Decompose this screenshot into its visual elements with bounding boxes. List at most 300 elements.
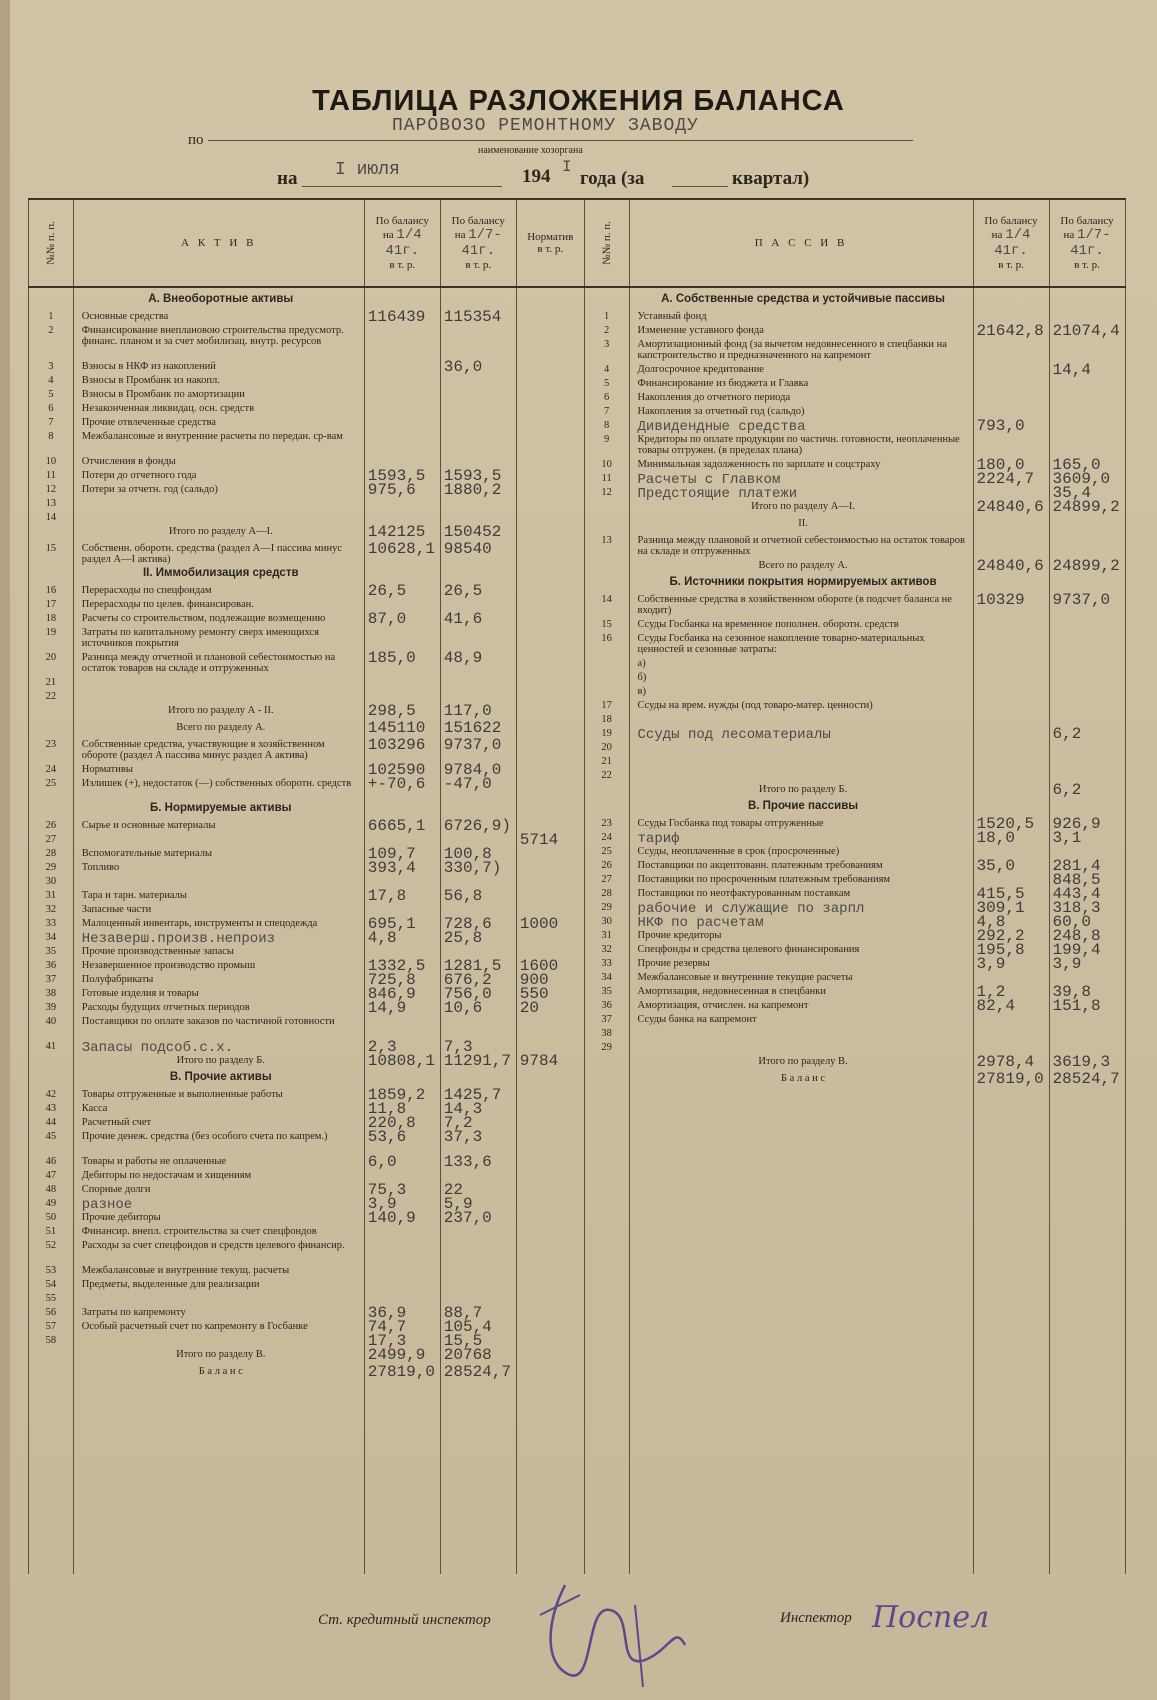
row-number: 33: [601, 958, 612, 969]
value-cell: 87,0: [367, 610, 407, 628]
row-number: 13: [45, 498, 57, 509]
row-label: Затраты по капремонту: [81, 1307, 186, 1318]
row-number: 3: [604, 339, 610, 350]
row-number: 5: [604, 378, 610, 389]
value-cell: 1520,5: [976, 815, 1035, 833]
value-cell: 165,0: [1052, 456, 1101, 474]
row-label: Разница между плановой и отчетной себестоимостью на остаток товаров на складе и отгруженных: [637, 535, 965, 557]
row-number: 20: [601, 742, 612, 753]
row-label: Поставщики по неотфактурованным поставкам: [637, 888, 851, 899]
row-label: Прочие дебиторы: [81, 1212, 161, 1223]
row-label: Ссуды Госбанка под товары отгруженные: [637, 818, 824, 829]
row-number: 2: [604, 325, 610, 336]
row-number: 57: [45, 1321, 57, 1332]
row-number: 40: [45, 1016, 57, 1027]
value-cell: 926,9: [1052, 815, 1101, 833]
row-label: Финансир. внепл. строительства за счет спецфондов: [81, 1226, 317, 1237]
row-number: 38: [601, 1028, 612, 1039]
value-cell: 1,2: [976, 983, 1006, 1001]
row-number: 11: [45, 470, 56, 481]
row-label: Предметы, выделенные для реализации: [81, 1279, 260, 1290]
row-number: 56: [45, 1307, 57, 1318]
row-number: 6: [48, 403, 54, 414]
row-label: Собственные средства в хозяйственном обороте (в подсчет баланса не входит): [637, 594, 952, 616]
value-cell: 9784,0: [443, 761, 502, 779]
row-label: Потери за отчетн. год (сальдо): [81, 484, 218, 495]
value-cell: 900: [519, 971, 549, 989]
value-cell: 25,8: [443, 929, 483, 947]
row-number: 29: [601, 902, 612, 913]
aktiv-num-header: №№ п. п.: [29, 199, 74, 287]
value-cell: 5714: [519, 831, 559, 849]
row-number: 35: [45, 946, 57, 957]
row-number: 21: [601, 756, 612, 767]
row-number: 26: [601, 860, 612, 871]
row-label: Накопления за отчетный год (сальдо): [637, 406, 805, 417]
row-label: Ссуды Госбанка на временное пополнен. оборотн. средств: [637, 619, 899, 630]
value-cell: 237,0: [443, 1209, 492, 1227]
row-label: Амортизация, отчислен. на капремонт: [637, 1000, 809, 1011]
row-label: б): [637, 672, 647, 683]
value-cell: 3619,3: [1052, 1053, 1111, 1071]
row-label: Незавершенное производство промыш: [81, 960, 256, 971]
value-cell: 24899,2: [1052, 557, 1120, 575]
row-label: Малоценный инвентарь, инструменты и спецодежда: [81, 918, 318, 929]
row-number: 15: [601, 619, 612, 630]
value-cell: 309,1: [976, 899, 1025, 917]
value-cell: 180,0: [976, 456, 1025, 474]
value-cell: 115354: [443, 308, 502, 326]
value-cell: 116439: [367, 308, 426, 326]
row-number: 17: [45, 599, 57, 610]
value-cell: 27819,0: [367, 1363, 435, 1381]
row-number: 23: [601, 818, 612, 829]
value-cell: 10329: [976, 591, 1025, 609]
row-label: а): [637, 658, 646, 669]
value-cell: 28524,7: [443, 1363, 511, 1381]
row-label: Запасы подсоб.с.х.: [81, 1040, 233, 1056]
row-label: Долгосрочное кредитование: [637, 364, 764, 375]
row-label: Межбалансовые и внутренние текущие расчеты: [637, 972, 853, 983]
value-cell: 3,9: [1052, 955, 1082, 973]
value-cell: 21642,8: [976, 322, 1044, 340]
value-cell: 15,5: [443, 1332, 483, 1350]
value-cell: 24899,2: [1052, 498, 1120, 516]
row-label: разное: [81, 1197, 133, 1213]
value-cell: 39,8: [1052, 983, 1091, 1001]
value-cell: +-70,6: [367, 775, 426, 793]
org-underline: [208, 140, 913, 141]
total-label: Б а л а н с: [198, 1366, 243, 1377]
row-number: 7: [604, 406, 610, 417]
row-number: 42: [45, 1089, 57, 1100]
value-cell: 248,8: [1052, 927, 1101, 945]
row-number: 15: [45, 543, 57, 554]
organization-name: ПАРОВОЗО РЕМОНТНОМУ ЗАВОДУ: [392, 116, 699, 136]
value-cell: 10808,1: [367, 1052, 435, 1070]
row-number: 58: [45, 1335, 57, 1346]
value-cell: 14,4: [1052, 361, 1091, 379]
value-cell: 848,5: [1052, 871, 1101, 889]
row-label: Перерасходы по целев. финансирован.: [81, 599, 254, 610]
value-cell: 3,9: [976, 955, 1006, 973]
row-label: Особый расчетный счет по капремонту в Госбанке: [81, 1321, 308, 1332]
row-number: 30: [45, 876, 57, 887]
row-label: Потери до отчетного года: [81, 470, 197, 481]
row-number: 1: [604, 311, 610, 322]
row-label: Ссуды на врем. нужды (под товаро-матер. ценности): [637, 700, 873, 711]
row-label: Товары и работы не оплаченные: [81, 1156, 227, 1167]
value-cell: 11291,7: [443, 1052, 511, 1070]
row-number: 21: [45, 677, 57, 688]
row-number: 46: [45, 1156, 57, 1167]
row-label: Отчисления в фонды: [81, 456, 176, 467]
total-label: Итого по разделу Б.: [758, 784, 848, 795]
value-cell: 975,6: [367, 481, 416, 499]
value-cell: 6665,1: [367, 817, 426, 835]
row-number: 23: [45, 739, 57, 750]
row-label: Межбалансовые и внутренние расчеты по передан. ср-вам: [81, 431, 343, 442]
row-number: 24: [601, 832, 612, 843]
value-cell: 20768: [443, 1346, 492, 1364]
value-cell: 6,2: [1052, 725, 1082, 743]
value-cell: 756,0: [443, 985, 492, 1003]
normativ-header: Норматив в т. р.: [516, 199, 584, 287]
value-cell: 145110: [367, 719, 426, 737]
po-label: по: [188, 132, 204, 148]
value-cell: 2224,7: [976, 470, 1035, 488]
year-label: года (за: [580, 168, 645, 189]
value-cell: 20: [519, 999, 539, 1017]
row-label: Расходы за счет спецфондов и средств целевого финансир.: [81, 1240, 345, 1251]
section-heading: В. Прочие пассивы: [747, 800, 859, 812]
row-label: Готовые изделия и товары: [81, 988, 199, 999]
row-number: 31: [601, 930, 612, 941]
value-cell: 1859,2: [367, 1086, 426, 1104]
value-cell: 102590: [367, 761, 426, 779]
row-label: Полуфабрикаты: [81, 974, 154, 985]
row-number: 13: [601, 535, 612, 546]
value-cell: 37,3: [443, 1128, 483, 1146]
row-label: Предстоящие платежи: [637, 486, 798, 502]
value-cell: 3609,0: [1052, 470, 1111, 488]
total-label: Итого по разделу А—I.: [751, 501, 855, 512]
row-number: 3: [48, 361, 54, 372]
row-number: 52: [45, 1240, 57, 1251]
total-label: Итого по разделу А—I.: [168, 526, 273, 537]
value-cell: 3,9: [367, 1195, 397, 1213]
row-number: 4: [48, 375, 54, 386]
value-cell: 195,8: [976, 941, 1025, 959]
row-label: Изменение уставного фонда: [637, 325, 764, 336]
row-label: Спорные долги: [81, 1184, 151, 1195]
row-number: 12: [45, 484, 57, 495]
row-number: 5: [48, 389, 54, 400]
row-label: Поставщики по просроченным платежным требованиям: [637, 874, 891, 885]
row-label: НКФ по расчетам: [637, 915, 764, 931]
value-cell: 17,3: [367, 1332, 407, 1350]
value-cell: 6,2: [1052, 781, 1082, 799]
value-cell: 26,5: [443, 582, 483, 600]
aktiv-col2-header: По балансу на 1/7-41г. в т. р.: [440, 199, 516, 287]
value-cell: 28524,7: [1052, 1070, 1120, 1088]
row-number: 8: [604, 420, 610, 431]
row-number: 35: [601, 986, 612, 997]
row-label: рабочие и служащие по зарпл: [637, 901, 865, 917]
left-signature-label: Ст. кредитный инспектор: [318, 1612, 491, 1628]
value-cell: 443,4: [1052, 885, 1101, 903]
row-number: 32: [601, 944, 612, 955]
value-cell: 725,8: [367, 971, 416, 989]
value-cell: 393,4: [367, 859, 416, 877]
row-label: Расчеты с Главком: [637, 472, 781, 488]
row-label: Нормативы: [81, 764, 133, 775]
value-cell: 26,5: [367, 582, 407, 600]
row-number: 25: [601, 846, 612, 857]
value-cell: 1281,5: [443, 957, 502, 975]
row-number: 11: [601, 473, 612, 484]
value-cell: 3,1: [1052, 829, 1082, 847]
row-label: Межбалансовые и внутренние текущ. расчеты: [81, 1265, 290, 1276]
row-number: 41: [45, 1041, 57, 1052]
row-number: 30: [601, 916, 612, 927]
row-label: Незаверш.произв.непроиз: [81, 931, 275, 947]
value-cell: 9737,0: [443, 736, 502, 754]
value-cell: 60,0: [1052, 913, 1091, 931]
row-number: 19: [45, 627, 57, 638]
row-label: Расчетный счет: [81, 1117, 152, 1128]
value-cell: 1000: [519, 915, 559, 933]
value-cell: 550: [519, 985, 549, 1003]
row-label: Собственные средства, участвующие в хозяйственном обороте (раздел А пассива минус раздел А актива): [81, 739, 325, 761]
value-cell: 48,9: [443, 649, 483, 667]
row-number: 37: [601, 1014, 612, 1025]
row-number: 32: [45, 904, 57, 915]
row-number: 19: [601, 728, 612, 739]
row-number: 26: [45, 820, 57, 831]
value-cell: 220,8: [367, 1114, 416, 1132]
value-cell: 14,3: [443, 1100, 483, 1118]
row-label: Поставщики по оплате заказов по частичной готовности: [81, 1016, 335, 1027]
total-label: Итого по разделу Б.: [176, 1055, 265, 1066]
value-cell: 185,0: [367, 649, 416, 667]
balance-table: [28, 198, 1126, 1574]
row-label: Сырье и основные материалы: [81, 820, 216, 831]
row-number: 51: [45, 1226, 57, 1237]
row-label: Поставщики по акцептованн. платежным требованиям: [637, 860, 883, 871]
row-label: Собственн. оборотн. средства (раздел А—I пассива минус раздел А—I актива): [81, 543, 342, 565]
value-cell: 74,7: [367, 1318, 407, 1336]
value-cell: 133,6: [443, 1153, 492, 1171]
row-label: Прочие кредиторы: [637, 930, 722, 941]
row-number: 55: [45, 1293, 57, 1304]
row-number: 37: [45, 974, 57, 985]
value-cell: 1332,5: [367, 957, 426, 975]
value-cell: 105,4: [443, 1318, 492, 1336]
value-cell: 676,2: [443, 971, 492, 989]
value-cell: 24840,6: [976, 498, 1044, 516]
row-number: 31: [45, 890, 57, 901]
row-number: 28: [601, 888, 612, 899]
value-cell: 18,0: [976, 829, 1015, 847]
section-heading: В. Прочие активы: [169, 1071, 272, 1083]
row-number: 8: [48, 431, 54, 442]
row-number: 43: [45, 1103, 57, 1114]
row-number: 44: [45, 1117, 57, 1128]
row-number: 10: [45, 456, 57, 467]
year-prefix: 194: [522, 166, 551, 187]
value-cell: 36,9: [367, 1304, 407, 1322]
row-label: Расчеты со строительством, подлежащие возмещению: [81, 613, 326, 624]
row-number: 12: [601, 487, 612, 498]
row-number: 4: [604, 364, 610, 375]
aktiv-header: А К Т И В: [73, 199, 364, 287]
value-cell: 10,6: [443, 999, 483, 1017]
row-number: 6: [604, 392, 610, 403]
row-number: 2: [48, 325, 54, 336]
row-label: Касса: [81, 1103, 108, 1114]
value-cell: 75,3: [367, 1181, 407, 1199]
row-label: Вспомогательные материалы: [81, 848, 213, 859]
value-cell: 330,7): [443, 859, 502, 877]
value-cell: 10628,1: [367, 540, 435, 558]
value-cell: 793,0: [976, 417, 1025, 435]
row-label: Кредиторы по оплате продукции по частичн. готовности, неоплаченные товары отгружен. (в пределах плана): [637, 434, 960, 456]
value-cell: 142125: [367, 523, 426, 541]
row-label: Товары отгруженные и выполненные работы: [81, 1089, 283, 1100]
value-cell: 14,9: [367, 999, 407, 1017]
value-cell: 199,4: [1052, 941, 1101, 959]
value-cell: 36,0: [443, 358, 483, 376]
row-label: Ссуды, неоплаченные в срок (просроченные): [637, 846, 840, 857]
row-number: 22: [601, 770, 612, 781]
value-cell: 24840,6: [976, 557, 1044, 575]
value-cell: 2499,9: [367, 1346, 426, 1364]
row-label: Взносы в Промбанк по амортизации: [81, 389, 245, 400]
value-cell: 7,2: [443, 1114, 473, 1132]
row-label: Прочие отвлеченные средства: [81, 417, 216, 428]
value-cell: 1593,5: [367, 467, 426, 485]
row-label: Тара и тарн. материалы: [81, 890, 187, 901]
passiv-header: П А С С И В: [629, 199, 973, 287]
row-label: Прочие резервы: [637, 958, 710, 969]
row-number: 49: [45, 1198, 57, 1209]
row-label: Разница между отчетной и плановой себестоимостью на остаток товаров на складе и отгруженных: [81, 652, 336, 674]
value-cell: 4,8: [976, 913, 1006, 931]
value-cell: 318,3: [1052, 899, 1101, 917]
value-cell: 117,0: [443, 702, 492, 720]
row-number: 36: [601, 1000, 612, 1011]
total-label: Итого по разделу В.: [176, 1349, 266, 1360]
value-cell: 2,3: [367, 1038, 397, 1056]
row-label: Затраты по капитальному ремонту сверх имеющихся источников покрытия: [81, 627, 319, 649]
row-number: 27: [601, 874, 612, 885]
value-cell: 151622: [443, 719, 502, 737]
row-number: 33: [45, 918, 57, 929]
value-cell: 98540: [443, 540, 492, 558]
row-number: 27: [45, 834, 57, 845]
total-label: Б а л а н с: [781, 1073, 826, 1084]
row-label: Дивидендные средства: [637, 419, 806, 435]
value-cell: -47,0: [443, 775, 492, 793]
value-cell: 695,1: [367, 915, 416, 933]
row-number: 25: [45, 778, 57, 789]
row-label: Основные средства: [81, 311, 169, 322]
row-label: Расходы будущих отчетных периодов: [81, 1002, 250, 1013]
value-cell: 150452: [443, 523, 502, 541]
row-label: Взносы в Промбанк из накопл.: [81, 375, 220, 386]
value-cell: 21074,4: [1052, 322, 1120, 340]
row-number: 9: [604, 434, 610, 445]
row-number: 18: [601, 714, 612, 725]
value-cell: 56,8: [443, 887, 483, 905]
value-cell: 9784: [519, 1052, 559, 1070]
value-cell: 292,2: [976, 927, 1025, 945]
value-cell: 109,7: [367, 845, 416, 863]
row-label: Ссуды Госбанка на сезонное накопление товарно-материальных ценностей и сезонные затраты:: [637, 633, 925, 655]
row-number: 14: [601, 594, 612, 605]
value-cell: 1425,7: [443, 1086, 502, 1104]
value-cell: 728,6: [443, 915, 492, 933]
row-number: 34: [601, 972, 612, 983]
row-number: 45: [45, 1131, 57, 1142]
value-cell: 4,8: [367, 929, 397, 947]
row-number: 38: [45, 988, 57, 999]
row-number: 24: [45, 764, 57, 775]
value-cell: 1880,2: [443, 481, 502, 499]
value-cell: 22: [443, 1181, 463, 1199]
value-cell: 7,3: [443, 1038, 473, 1056]
row-label: Уставный фонд: [637, 311, 707, 322]
total-label: II.: [798, 518, 808, 529]
year-digit: I: [562, 158, 572, 176]
value-cell: 9737,0: [1052, 591, 1111, 609]
value-cell: 151,8: [1052, 997, 1101, 1015]
row-number: 7: [48, 417, 54, 428]
value-cell: 281,4: [1052, 857, 1101, 875]
value-cell: 88,7: [443, 1304, 483, 1322]
na-label: на: [277, 168, 298, 189]
section-heading: А. Собственные средства и устойчивые пассивы: [661, 293, 945, 305]
row-label: Минимальная задолженность по зарплате и соцстраху: [637, 459, 881, 470]
value-cell: 6,0: [367, 1153, 397, 1171]
row-number: 16: [45, 585, 57, 596]
value-cell: 2978,4: [976, 1053, 1035, 1071]
page-title: ТАБЛИЦА РАЗЛОЖЕНИЯ БАЛАНСА: [312, 85, 845, 117]
org-caption: наименование хозоргана: [478, 145, 583, 156]
row-label: Запасные части: [81, 904, 152, 915]
value-cell: 100,8: [443, 845, 492, 863]
row-label: Спецфонды и средства целевого финансирования: [637, 944, 860, 955]
row-label: Прочие денеж. средства (без особого счета по капрем.): [81, 1131, 328, 1142]
value-cell: 41,6: [443, 610, 483, 628]
row-number: 1: [48, 311, 54, 322]
section-heading: Б. Нормируемые активы: [150, 802, 292, 814]
section-heading: А. Внеоборотные активы: [148, 293, 294, 305]
row-label: Излишек (+), недостаток (—) собственных оборотн. средств: [81, 778, 352, 789]
value-cell: 53,6: [367, 1128, 407, 1146]
quarter-underline: [672, 186, 728, 187]
signature-scribble: [525, 1565, 695, 1690]
row-label: Дебиторы по недостачам и хищениям: [81, 1170, 252, 1181]
row-label: Ссуды банка на капремонт: [637, 1014, 757, 1025]
value-cell: 415,5: [976, 885, 1025, 903]
value-cell: 103296: [367, 736, 426, 754]
value-cell: 1600: [519, 957, 559, 975]
row-label: Ссуды под лесоматериалы: [637, 727, 831, 743]
value-cell: 1593,5: [443, 467, 502, 485]
row-number: 50: [45, 1212, 57, 1223]
